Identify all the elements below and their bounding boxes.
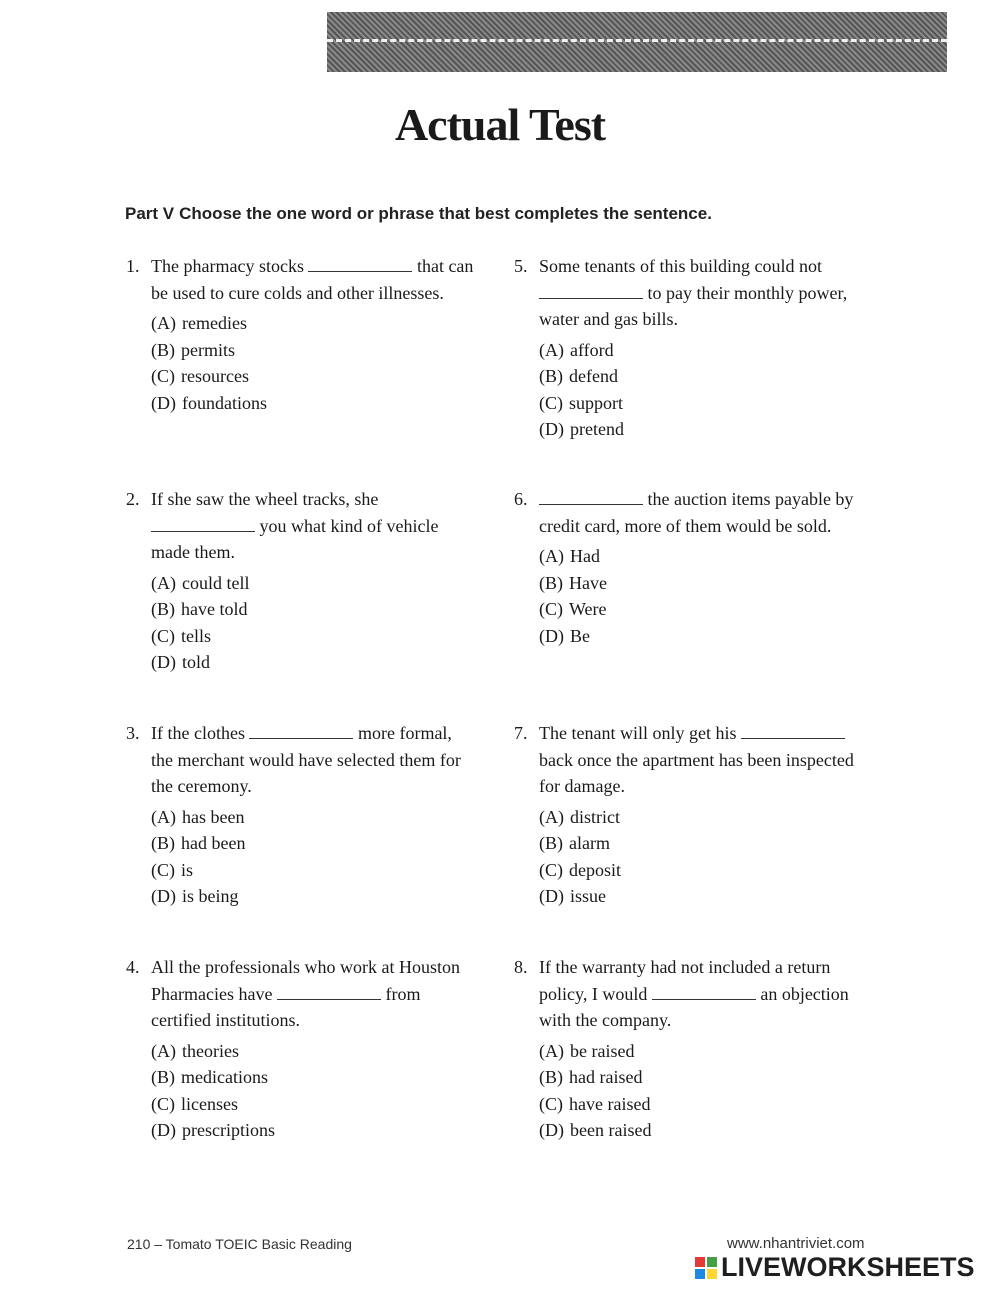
question-text-before: If the warranty had not included a return policy, I would (539, 957, 831, 1004)
option-text: Have (569, 572, 607, 593)
option-label: (D) (151, 886, 176, 906)
answer-option[interactable] (151, 830, 476, 857)
answer-option[interactable] (539, 596, 864, 623)
option-label: (A) (539, 546, 564, 566)
option-label: (D) (151, 392, 176, 413)
option-label: (A) (539, 339, 564, 360)
answer-blank[interactable] (308, 257, 412, 272)
logo-square-blue (695, 1269, 705, 1279)
option-label: (C) (539, 859, 563, 880)
question-text-before: If she saw the wheel tracks, she (151, 489, 379, 509)
option-text: deposit (569, 859, 621, 880)
answer-options (539, 337, 864, 443)
option-label: (C) (539, 599, 563, 619)
question-text-after: the auction items payable by credit card, more of them would be sold. (539, 489, 854, 536)
question-text (539, 954, 864, 1034)
option-text: licenses (181, 1093, 238, 1114)
logo-square-yellow (707, 1269, 717, 1279)
option-text: pretend (570, 419, 624, 439)
question-8 (514, 954, 864, 1144)
answer-option[interactable] (151, 1064, 476, 1091)
option-text: theories (182, 1040, 239, 1061)
question-7 (514, 720, 864, 910)
option-label: (C) (539, 1093, 563, 1114)
option-text: foundations (182, 392, 267, 413)
option-label: (C) (151, 859, 175, 880)
option-label: (D) (539, 1120, 564, 1140)
option-label: (A) (151, 572, 176, 593)
option-text: tells (181, 625, 211, 646)
option-label: (B) (151, 339, 175, 360)
question-text (539, 253, 864, 333)
answer-blank[interactable] (277, 985, 381, 1000)
answer-option[interactable] (151, 310, 476, 337)
answer-option[interactable] (539, 1117, 864, 1144)
option-label: (A) (539, 1040, 564, 1061)
answer-option[interactable] (539, 543, 864, 570)
option-text: support (569, 392, 623, 413)
question-number: 4. (126, 957, 140, 977)
answer-option[interactable] (151, 804, 476, 831)
option-text: defend (569, 366, 618, 386)
option-text: prescriptions (182, 1120, 275, 1140)
answer-option[interactable] (151, 649, 476, 676)
option-text: could tell (182, 572, 250, 593)
answer-options (151, 1038, 476, 1144)
answer-option[interactable] (151, 390, 476, 417)
option-label: (D) (539, 419, 564, 439)
answer-blank[interactable] (741, 724, 845, 739)
question-number: 1. (126, 256, 140, 276)
question-number: 8. (514, 957, 528, 977)
answer-options (539, 1038, 864, 1144)
option-label: (B) (151, 1067, 175, 1087)
answer-options (539, 804, 864, 910)
option-text: permits (181, 339, 235, 360)
question-text-after: to pay their monthly power, water and gas bills. (539, 282, 848, 329)
logo-square-green (707, 1257, 717, 1267)
answer-option[interactable] (151, 883, 476, 910)
answer-option[interactable] (539, 804, 864, 831)
footer-url: www.nhantriviet.com (727, 1235, 865, 1252)
option-label: (B) (539, 572, 563, 593)
option-text: is (181, 859, 194, 880)
option-text: told (182, 652, 211, 672)
option-label: (A) (539, 806, 564, 827)
option-label: (B) (151, 599, 175, 619)
question-text (539, 720, 864, 800)
answer-option[interactable] (151, 1117, 476, 1144)
option-text: had raised (569, 1067, 643, 1087)
answer-option[interactable] (151, 570, 476, 597)
question-text (151, 720, 476, 800)
option-label: (B) (539, 366, 563, 386)
option-text: Were (569, 599, 607, 619)
question-number: 2. (126, 489, 140, 509)
question-number: 5. (514, 256, 528, 276)
answer-options (151, 570, 476, 676)
question-text-after: you what kind of vehicle made them. (151, 515, 439, 562)
answer-blank[interactable] (539, 490, 643, 505)
answer-option[interactable] (539, 390, 864, 417)
question-5 (514, 253, 864, 443)
question-text-after: back once the apartment has been inspected for damage. (539, 749, 854, 796)
question-number: 7. (514, 723, 528, 743)
banner-dashed-line (327, 39, 947, 42)
answer-blank[interactable] (151, 517, 255, 532)
option-text: have raised (569, 1093, 651, 1114)
answer-option[interactable] (539, 883, 864, 910)
answer-blank[interactable] (652, 985, 756, 1000)
liveworksheets-wordmark: LIVEWORKSHEETS (721, 1252, 975, 1282)
question-6 (514, 486, 864, 649)
question-text-before: The tenant will only get his (539, 723, 741, 743)
question-text-after: more formal, the merchant would have selected them for the ceremony. (151, 723, 461, 796)
question-text-before: The pharmacy stocks (151, 256, 309, 276)
question-text (539, 486, 864, 539)
option-text: district (570, 806, 620, 827)
option-label: (C) (151, 366, 175, 386)
option-text: issue (570, 886, 606, 906)
answer-option[interactable] (151, 857, 476, 884)
question-text (151, 486, 476, 566)
question-1 (126, 253, 476, 416)
answer-options (539, 543, 864, 649)
option-label: (D) (151, 652, 176, 672)
question-text-before: All the professionals who work at Houston Pharmacies have (151, 957, 460, 1004)
option-text: resources (181, 366, 249, 386)
question-number: 6. (514, 489, 528, 509)
option-label: (A) (151, 806, 176, 827)
answer-option[interactable] (151, 1091, 476, 1118)
answer-options (151, 310, 476, 416)
page-title: Actual Test (394, 99, 606, 150)
question-text-after: from certified institutions. (151, 983, 421, 1030)
option-text: has been (182, 806, 245, 827)
answer-option[interactable] (539, 1038, 864, 1065)
question-number: 3. (126, 723, 140, 743)
option-text: had been (181, 833, 246, 853)
answer-option[interactable] (539, 363, 864, 390)
liveworksheets-icon (695, 1257, 717, 1279)
answer-option[interactable] (539, 416, 864, 443)
answer-options (151, 804, 476, 910)
answer-option[interactable] (539, 337, 864, 364)
option-text: been raised (570, 1120, 652, 1140)
option-label: (A) (151, 313, 176, 333)
answer-option[interactable] (151, 337, 476, 364)
option-label: (D) (539, 886, 564, 906)
option-text: afford (570, 339, 614, 360)
question-2 (126, 486, 476, 676)
option-label: (B) (151, 833, 175, 853)
answer-blank[interactable] (249, 724, 353, 739)
question-text-before: If the clothes (151, 723, 250, 743)
option-label: (C) (539, 392, 563, 413)
option-text: alarm (569, 833, 610, 853)
question-text (151, 954, 476, 1034)
answer-option[interactable] (151, 596, 476, 623)
answer-option[interactable] (151, 1038, 476, 1065)
answer-option[interactable] (151, 363, 476, 390)
option-label: (D) (151, 1120, 176, 1140)
option-label: (D) (539, 625, 564, 646)
liveworksheets-logo (695, 1252, 975, 1283)
option-label: (A) (151, 1040, 176, 1061)
option-label: (B) (539, 1067, 563, 1087)
answer-option[interactable] (539, 1091, 864, 1118)
answer-option[interactable] (539, 570, 864, 597)
answer-option[interactable] (539, 830, 864, 857)
question-text-after: that can be used to cure colds and other illnesses. (151, 256, 474, 303)
question-text (151, 253, 476, 306)
answer-blank[interactable] (539, 284, 643, 299)
option-text: be raised (570, 1040, 635, 1061)
option-label: (C) (151, 625, 175, 646)
instructions-text: Choose the one word or phrase that best completes the sentence. (179, 204, 712, 223)
option-label: (B) (539, 833, 563, 853)
answer-option[interactable] (539, 1064, 864, 1091)
answer-option[interactable] (539, 623, 864, 650)
page-footer: 210 – Tomato TOEIC Basic Reading (127, 1236, 352, 1252)
question-3 (126, 720, 476, 910)
logo-square-red (695, 1257, 705, 1267)
option-label: (C) (151, 1093, 175, 1114)
part-label: Part V (125, 204, 175, 223)
option-text: have told (181, 599, 248, 619)
answer-option[interactable] (539, 857, 864, 884)
option-text: is being (182, 886, 239, 906)
option-text: Be (570, 625, 590, 646)
instructions (125, 204, 712, 224)
question-text-before: Some tenants of this building could not (539, 256, 822, 276)
question-4 (126, 954, 476, 1144)
option-text: remedies (182, 313, 247, 333)
question-text-after: an objection with the company. (539, 983, 849, 1030)
answer-option[interactable] (151, 623, 476, 650)
option-text: Had (570, 546, 600, 566)
option-text: medications (181, 1067, 268, 1087)
header-banner (327, 12, 947, 72)
